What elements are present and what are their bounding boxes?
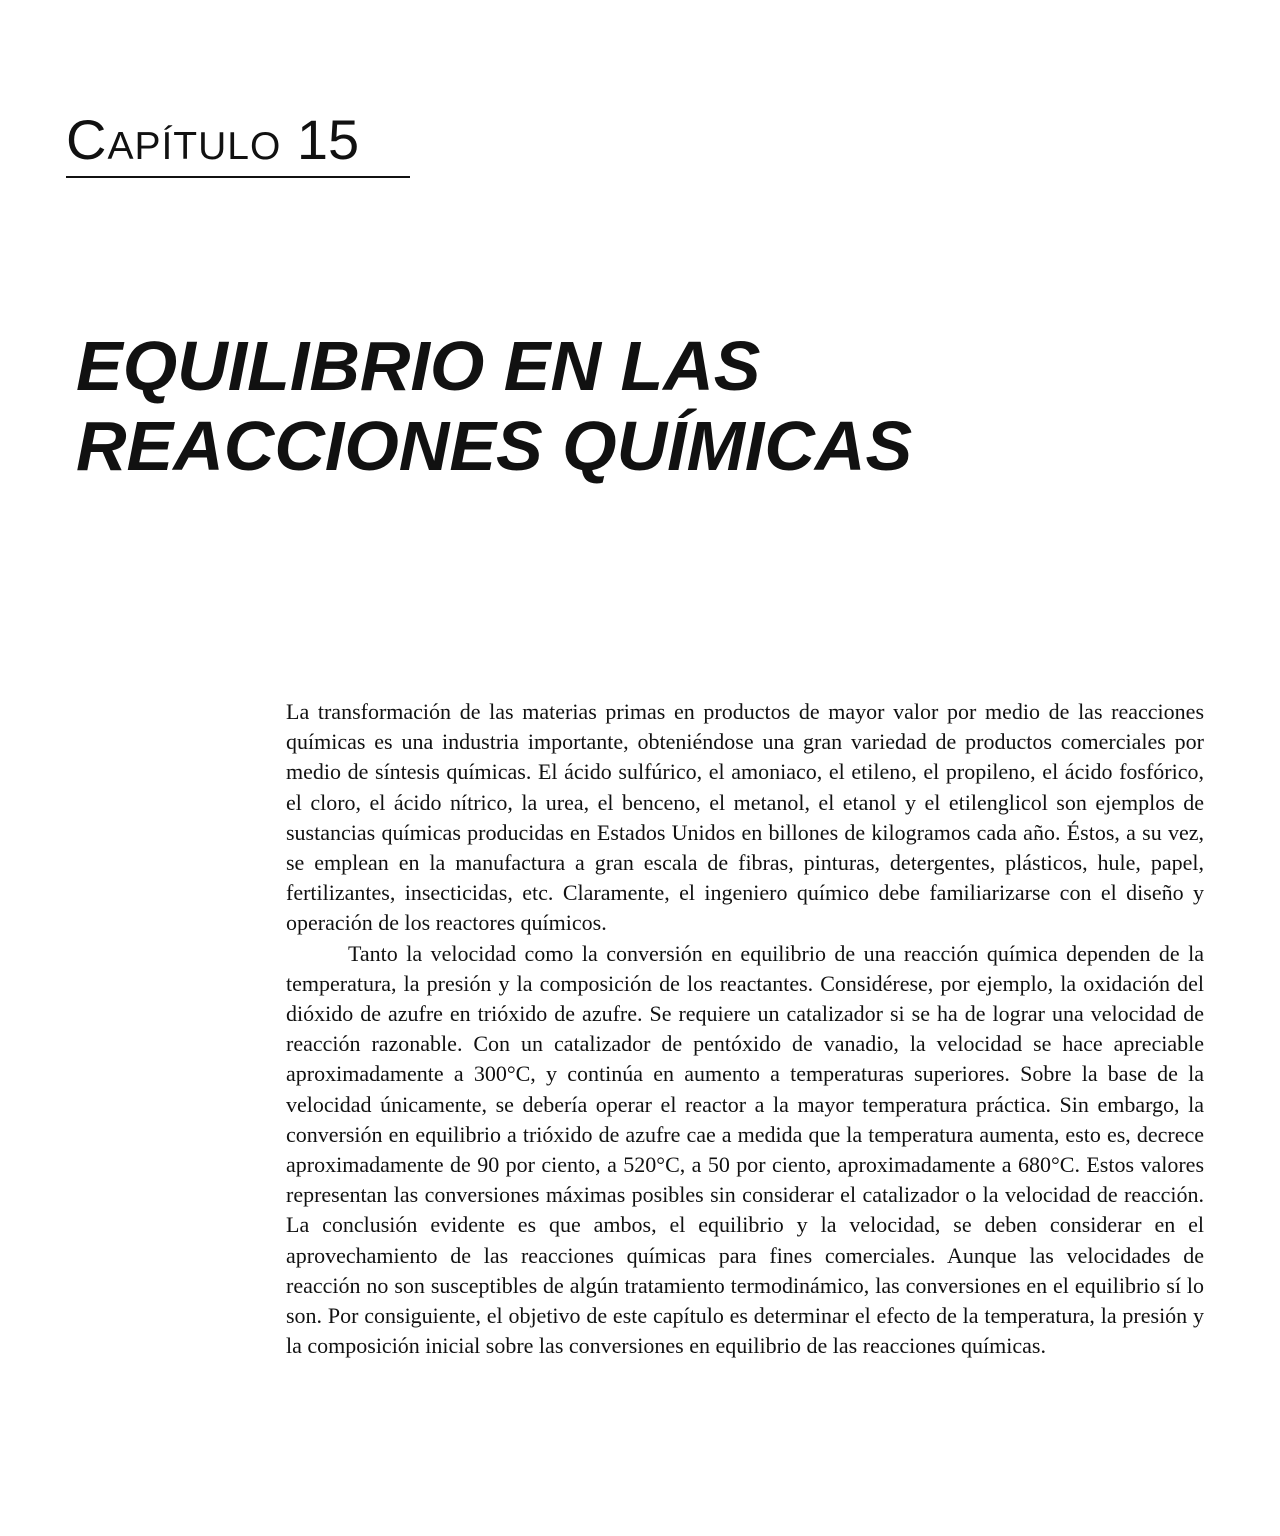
chapter-label-word: Capítulo — [66, 108, 282, 171]
chapter-number: 15 — [296, 108, 360, 171]
chapter-number-heading — [66, 108, 410, 178]
body-text — [286, 697, 1204, 1361]
paragraph-intro: La transformación de las materias primas en productos de mayor valor por medio de las reacciones químicas es una industria importante, obteniéndose una gran variedad de productos comerciales por medio de síntesis químicas. El ácido sulfúrico, el amoniaco, el etileno, el propileno, el ácido fosfórico, el cloro, el ácido nítrico, la urea, el benceno, el metanol, el etanol y el etilenglicol son ejemplos de sustancias químicas producidas en Estados Unidos en billones de kilogramos cada año. Éstos, a su vez, se emplean en la manufactura a gran escala de fibras, pinturas, detergentes, plásticos, hule, papel, fertilizantes, insecticidas, etc. Claramente, el ingeniero químico debe familiarizarse con el diseño y operación de los reactores químicos. — [286, 699, 1204, 936]
chapter-title — [76, 326, 1176, 486]
chapter-title-line-2: REACCIONES QUÍMICAS — [76, 407, 913, 485]
chapter-title-line-1: EQUILIBRIO EN LAS — [76, 327, 761, 405]
paragraph-equilibrium: Tanto la velocidad como la conversión en equilibrio de una reacción química dependen de la temperatura, la presión y la composición de los reactantes. Considérese, por ejemplo, la oxidación del dióxido de azufre en trióxido de azufre. Se requiere un catalizador si se ha de lograr una velocidad de reacción razonable. Con un catalizador de pentóxido de vanadio, la velocidad se hace apreciable aproximadamente a 300°C, y continúa en aumento a temperaturas superiores. Sobre la base de la velocidad únicamente, se debería operar el reactor a la mayor temperatura práctica. Sin embargo, la conversión en equilibrio a trióxido de azufre cae a medida que la temperatura aumenta, esto es, decrece aproximadamente de 90 por ciento, a 520°C, a 50 por ciento, aproximadamente a 680°C. Estos valores representan las conversiones máximas posibles sin considerar el catalizador o la velocidad de reacción. La conclusión evidente es que ambos, el equilibrio y la velocidad, se deben considerar en el aprovechamiento de las reacciones químicas para fines comerciales. Aunque las velocidades de reacción no son susceptibles de algún tratamiento termodinámico, las conversiones en el equilibrio sí lo son. Por consiguiente, el objetivo de este capítulo es determinar el efecto de la temperatura, la presión y la composición inicial sobre las conversiones en equilibrio de las reacciones químicas. — [286, 940, 1204, 1359]
